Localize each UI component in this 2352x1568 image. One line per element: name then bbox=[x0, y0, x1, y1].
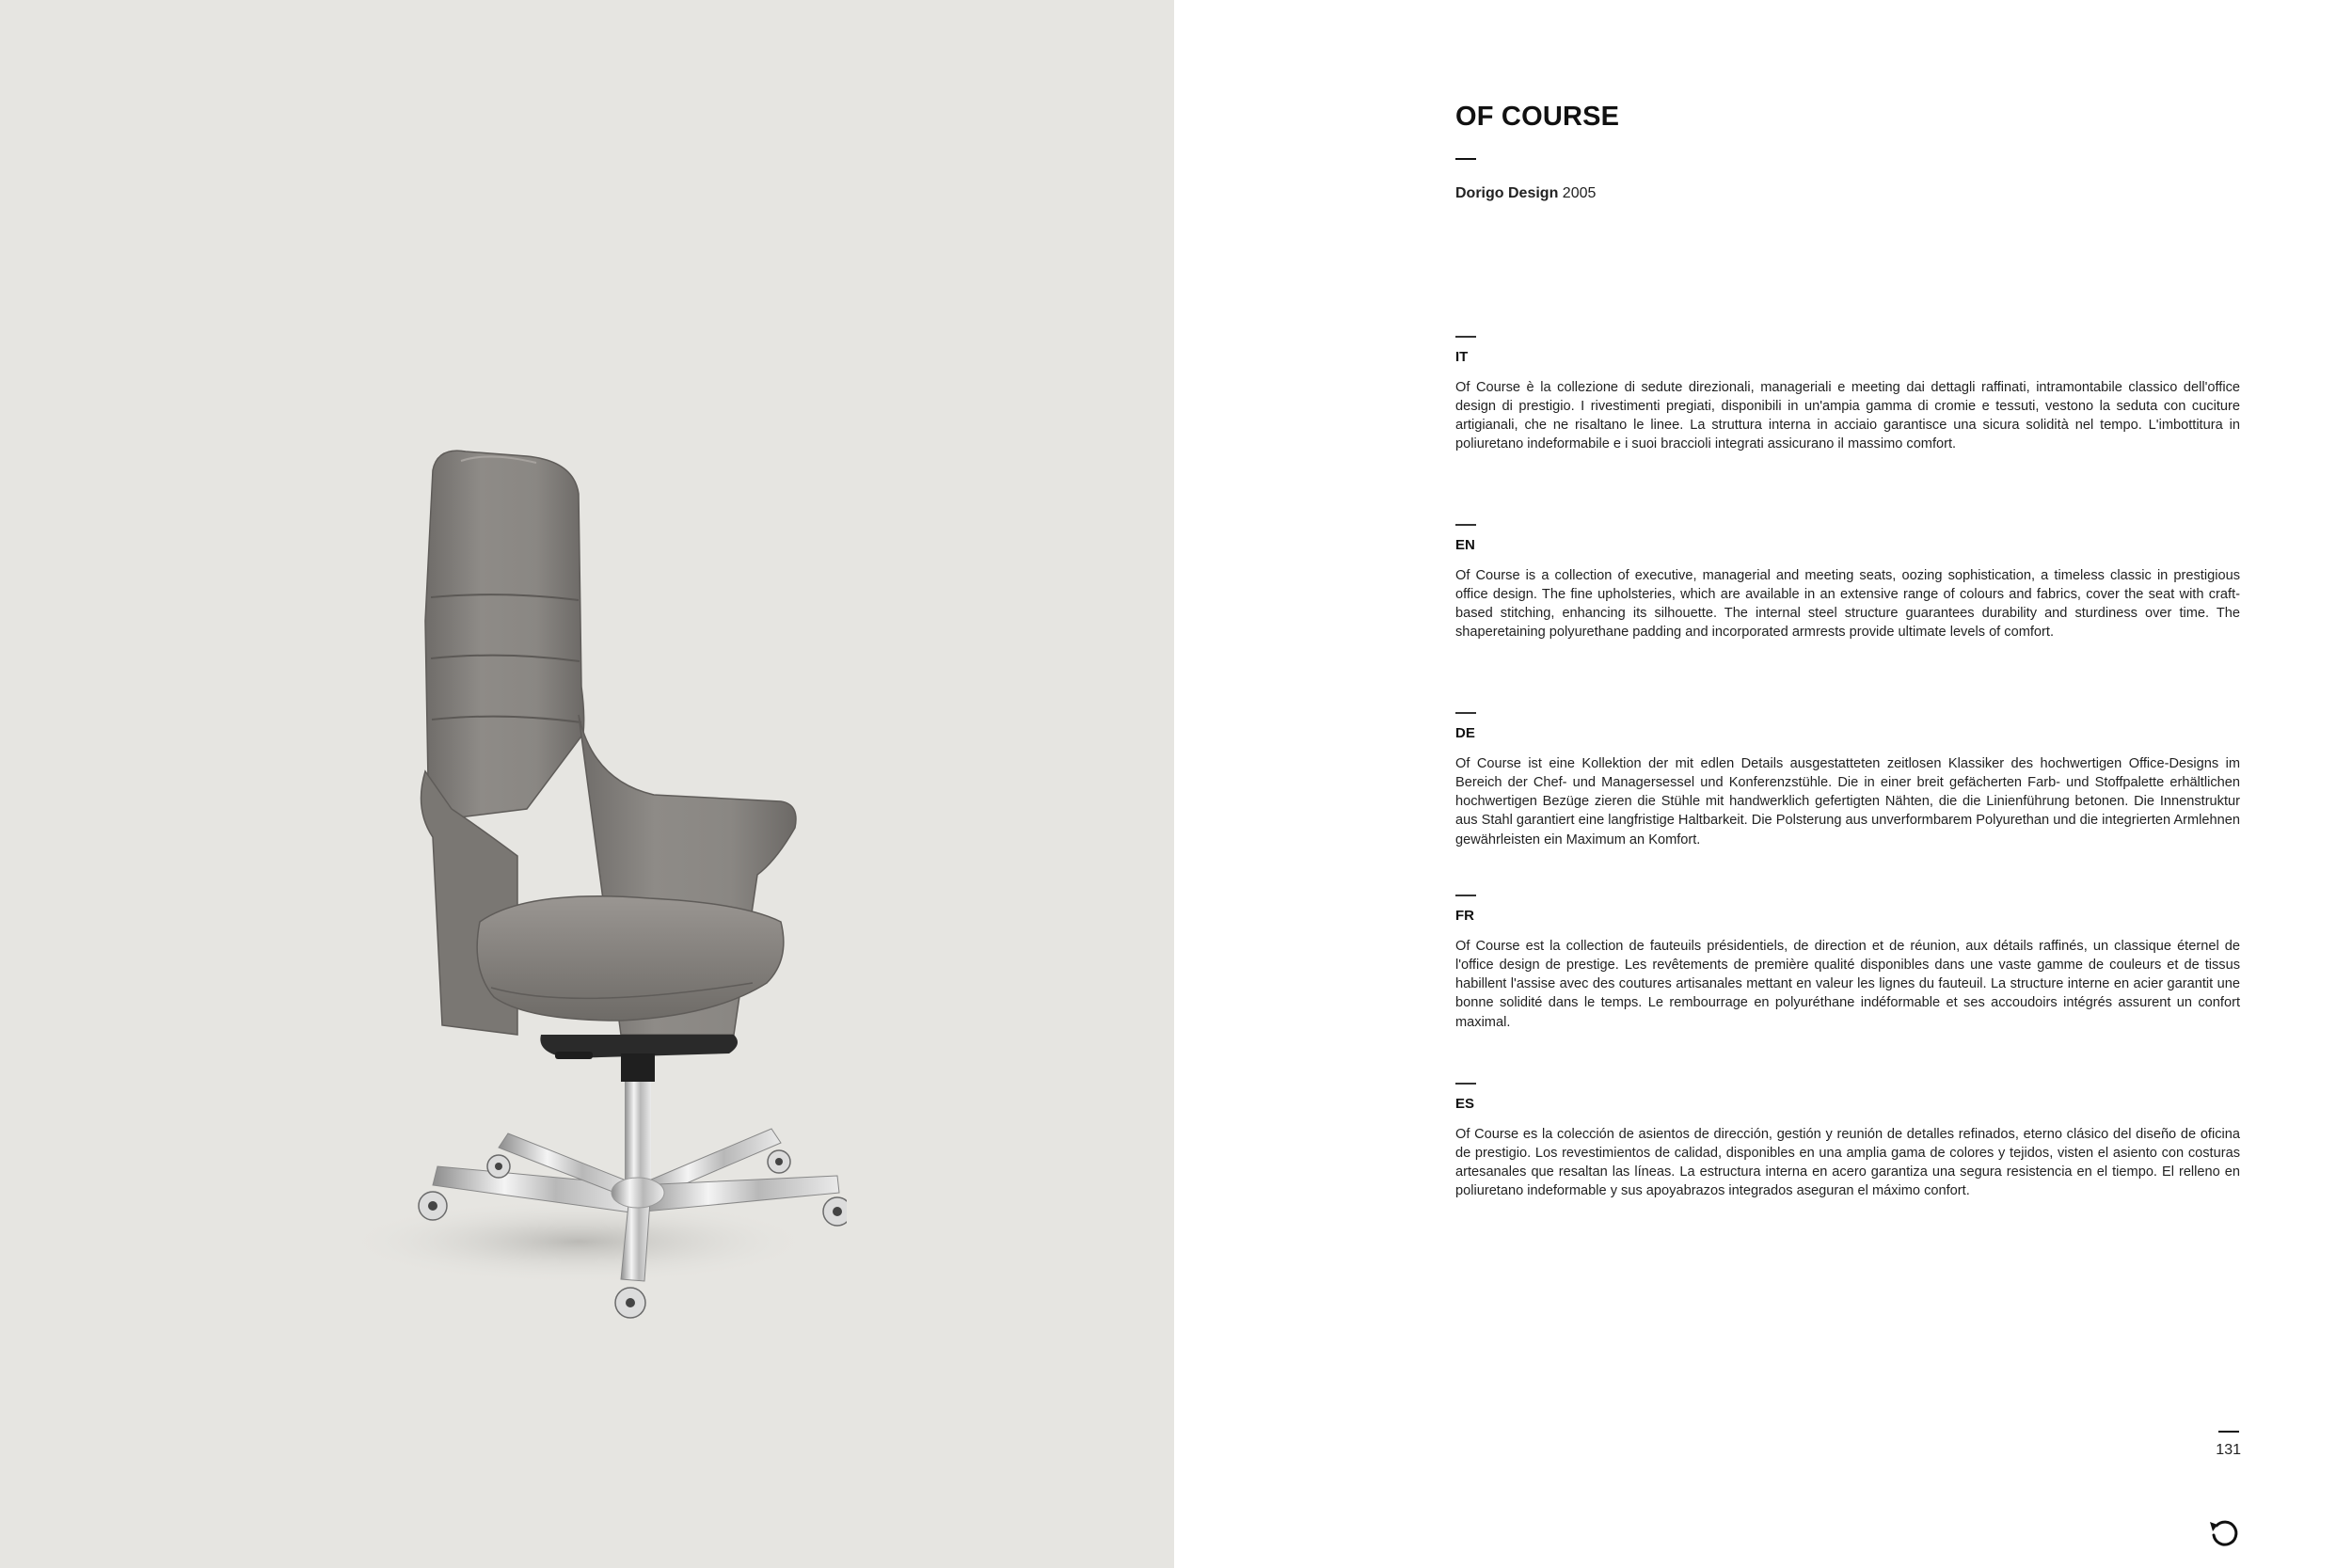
description-text: Of Course ist eine Kollektion der mit edlen Details ausgestatteten zeitlosen Klassiker des hochwertigen Office-Designs im Bereich der Chef- und Managersessel und Konferenzstühle. Die in einer breit gefächerten Farb- und Stoffpalette erhältlichen hochwertigen Bezüge zieren die Stühle mit handwerklich gefertigten Nähten, die die Linienführung betonen. Die Innenstruktur aus Stahl garantiert eine langfristige Haltbarkeit. Die Polsterung aus unverformbarem Polyurethan und die integrierten Armlehnen gewährleisten ein Maximum an Komfort. bbox=[1455, 755, 2240, 847]
description-es bbox=[1455, 1083, 2240, 1201]
design-year: 2005 bbox=[1562, 185, 1597, 201]
description-en bbox=[1455, 524, 2240, 642]
language-code: EN bbox=[1455, 536, 1475, 553]
rotate-left-arrow-icon[interactable] bbox=[2207, 1516, 2241, 1550]
designer-name: Dorigo Design bbox=[1455, 185, 1559, 201]
language-code: IT bbox=[1455, 348, 1469, 365]
office-chair-image bbox=[339, 433, 847, 1336]
description-text: Of Course is a collection of executive, managerial and meeting seats, oozing sophistication, a timeless classic in prestigious office design. The fine upholsteries, which are available in an extensive range of colours and fabrics, cover the seat with craft-based stitching, enhancing its silhouette. The internal steel structure guarantees durability and sturdiness over time. The shaperetaining polyurethane padding and incorporated armrests provide ultimate levels of comfort. bbox=[1455, 567, 2240, 641]
title-divider bbox=[1455, 158, 1476, 160]
description-de bbox=[1455, 712, 2240, 849]
section-divider bbox=[1455, 336, 1476, 338]
section-divider bbox=[1455, 1083, 1476, 1085]
product-image-panel bbox=[0, 0, 1174, 1568]
page-number: 131 bbox=[2216, 1442, 2241, 1458]
section-divider bbox=[1455, 712, 1476, 714]
description-text: Of Course est la collection de fauteuils présidentiels, de direction et de réunion, aux détails raffinés, un classique éternel de l'office design de prestige. Les revêtements de première qualité disponibles dans une vaste gamme de couleurs et de tissus habillent l'assise avec des coutures artisanales mettant en valeur les lignes du fauteuil. La structure interne en acier garantit une bonne solidité dans le temps. Le rembourrage en polyuréthane indéformable et ses accoudoirs intégrés assurent un confort maximal. bbox=[1455, 938, 2240, 1030]
description-it bbox=[1455, 336, 2240, 454]
designer-credit bbox=[1455, 185, 1596, 202]
section-divider bbox=[1455, 524, 1476, 526]
description-fr bbox=[1455, 895, 2240, 1032]
description-text: Of Course è la collezione di sedute direzionali, manageriali e meeting dai dettagli raffinati, intramontabile classico dell'office design di prestigio. I rivestimenti pregiati, disponibili in un'ampia gamma di cromie e tessuti, vestono la seduta con cuciture artigianali, che ne risaltano le linee. La struttura interna in acciaio garantisce una sicura solidità nel tempo. L'imbottitura in poliuretano indeformabile e i suoi braccioli integrati assicurano il massimo comfort. bbox=[1455, 379, 2240, 452]
language-code: FR bbox=[1455, 907, 1474, 924]
language-code: ES bbox=[1455, 1095, 1475, 1112]
product-title: OF COURSE bbox=[1455, 102, 1620, 132]
description-text: Of Course es la colección de asientos de dirección, gestión y reunión de detalles refinados, eterno clásico del diseño de oficina de prestigio. Los revestimientos de calidad, disponibles en una amplia gama de colores y tejidos, visten el asiento con costuras artesanales que resaltan las líneas. La estructura interna en acero garantiza una segura resistencia en el tiempo. El relleno en poliuretano indeformable y sus apoyabrazos integrados aseguran el máximo confort. bbox=[1455, 1126, 2240, 1199]
language-code: DE bbox=[1455, 724, 1475, 741]
page-number-divider bbox=[2218, 1431, 2239, 1433]
section-divider bbox=[1455, 895, 1476, 896]
